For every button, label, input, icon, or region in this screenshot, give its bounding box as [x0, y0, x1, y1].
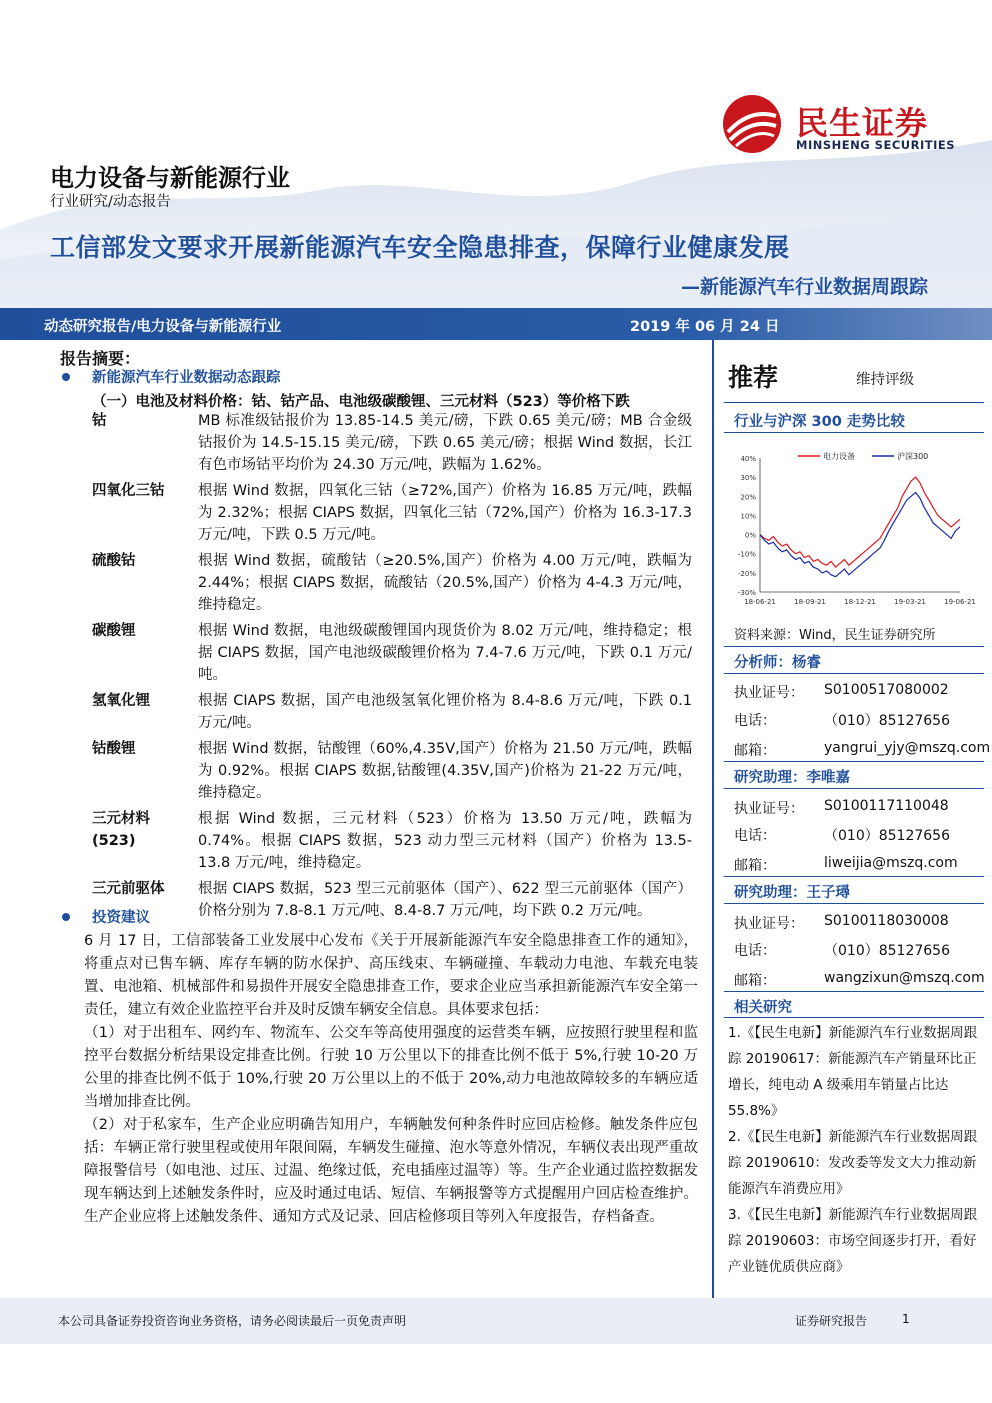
price-text: 根据 Wind 数据，电池级碳酸锂国内现货价为 8.02 万元/吨，维持稳定；根据 CIAPS 数据，国产电池级碳酸锂价格为 7.4-7.6 万元/吨，下跌 0.1 万元/吨。 [198, 623, 692, 683]
tel-label: 电话： [734, 943, 776, 959]
price-row [92, 878, 692, 922]
cert-value: S0100517080002 [824, 682, 949, 698]
chart-y-tick: 20% [740, 493, 756, 502]
tel-label: 电话： [734, 713, 776, 729]
report-type: 行业研究/动态报告 [50, 194, 171, 210]
divider [724, 761, 984, 762]
bullet-icon [62, 913, 70, 921]
rating: 推荐 [728, 363, 779, 392]
cert-value: S0100118030008 [824, 913, 949, 929]
chart-legend-label: 电力设备 [823, 452, 855, 461]
divider [724, 646, 984, 647]
trend-chart [724, 448, 986, 614]
footer-label: 证券研究报告 [795, 1314, 868, 1328]
related-list [728, 1020, 984, 1280]
industry-title: 电力设备与新能源行业 [50, 164, 290, 192]
chart-y-tick: -30% [737, 589, 756, 597]
related-heading: 相关研究 [734, 1000, 792, 1016]
mail-value: wangzixun@mszq.com [824, 970, 985, 986]
chart-y-tick: 30% [740, 474, 756, 483]
brand-name-en: MINSHENG SECURITIES [796, 138, 955, 152]
price-label: 氢氧化锂 [92, 693, 150, 709]
divider [724, 1017, 984, 1018]
tel-value: （010）85127656 [824, 828, 950, 844]
price-text: 根据 CIAPS 数据，523 型三元前驱体（国产）、622 型三元前驱体（国产）价格分别为 7.8-8.1 万元/吨、8.4-8.7 万元/吨，均下跌 0.2 万元/吨。 [198, 881, 692, 919]
brand-name-cn: 民生证券 [796, 104, 929, 142]
chart-y-tick: 10% [740, 512, 756, 521]
invest-paragraph: 6 月 17 日，工信部装备工业发展中心发布《关于开展新能源汽车安全隐患排查工作的通知》，将重点对已售车辆、库存车辆的防水保护、高压线束、车辆碰撞、车载动力电池、车载充电装置、电池箱、机械部件和易损件开展安全隐患排查工作，要求企业应当承担新能源汽车安全第一责任，建立有效企业监控平台并及时反馈车辆安全信息。具体要求包括： [84, 933, 698, 1018]
chart-x-tick: 18-09-21 [794, 598, 826, 606]
column-divider [712, 340, 714, 1298]
report-date: 2019 年 06 月 24 日 [630, 319, 780, 335]
divider [724, 673, 984, 674]
related-item: 3.《【民生电新】新能源汽车行业数据周跟踪 20190603：市场空间逐步打开，看好产业链优质供应商》 [728, 1207, 978, 1275]
tel-value: （010）85127656 [824, 713, 950, 729]
tel-label: 电话： [734, 828, 776, 844]
chart-series-line [760, 493, 960, 577]
mail-label: 邮箱： [734, 858, 776, 874]
price-row [92, 690, 692, 734]
price-label: 硫酸钴 [92, 553, 136, 569]
chart-source: 资料来源：Wind，民生证券研究所 [734, 628, 936, 643]
footer-disclaimer: 本公司具备证券投资咨询业务资格，请务必阅读最后一页免责声明 [58, 1314, 407, 1328]
price-row [92, 480, 692, 546]
price-text: MB 标准级钴报价为 13.85-14.5 美元/磅，下跌 0.65 美元/磅；MB 合金级钴报价为 14.5-15.15 美元/磅，下跌 0.65 美元/磅；根据 Wind 数据，长江有色市场钴平均价为 24.30 万元/吨，跌幅为 1.62%。 [198, 413, 692, 473]
analyst-heading: 分析师：杨睿 [734, 655, 821, 671]
chart-x-tick: 18-12-21 [844, 598, 876, 606]
price-label: 四氧化三钴 [92, 483, 165, 499]
invest-paragraph: （1）对于出租车、网约车、物流车、公交车等高使用强度的运营类车辆，应按照行驶里程和监控平台数据分析结果设定排查比例。行驶 10 万公里以下的排查比例不低于 5%,行驶 10-20 万公里的排查比例不低于 10%,行驶 20 万公里以上的不低于 20%,动力电池故障较多的车辆应适当增加排查比例。 [84, 1025, 698, 1110]
divider [724, 788, 984, 789]
page-number: 1 [902, 1312, 910, 1326]
bullet-icon [62, 373, 70, 381]
mail-value: yangrui_yjy@mszq.com [824, 740, 991, 756]
mail-label: 邮箱： [734, 743, 776, 759]
divider [724, 903, 984, 904]
cert-label: 执业证号： [734, 685, 804, 701]
price-label: 三元材料 (523) [92, 811, 150, 849]
summary-heading: 报告摘要： [60, 349, 141, 368]
price-subheading: （一）电池及材料价格：钴、钴产品、电池级碳酸锂、三元材料（523）等价格下跌 [92, 394, 630, 410]
mail-value: liweijia@mszq.com [824, 855, 958, 871]
related-item: 1.《【民生电新】新能源汽车行业数据周跟踪 20190617：新能源汽车产销量环比正增长，纯电动 A 级乘用车销量占比达 55.8%》 [728, 1025, 978, 1119]
report-title: 工信部发文要求开展新能源汽车安全隐患排查，保障行业健康发展 [50, 233, 790, 262]
chart-y-tick: -20% [737, 569, 756, 578]
cert-label: 执业证号： [734, 916, 804, 932]
divider [724, 432, 984, 433]
chart-y-tick: 40% [740, 455, 756, 463]
divider [724, 402, 984, 403]
report-subtitle: —新能源汽车行业数据周跟踪 [680, 276, 928, 298]
chart-x-tick: 19-06-21 [944, 598, 976, 606]
divider [724, 876, 984, 877]
price-list [92, 410, 692, 926]
chart-legend-label: 沪深300 [897, 452, 929, 461]
price-label: 三元前驱体 [92, 881, 165, 897]
price-label: 钴酸锂 [92, 741, 136, 757]
price-text: 根据 Wind 数据，四氧化三钴（≥72%,国产）价格为 16.85 万元/吨，跌幅为 2.32%；根据 CIAPS 数据，四氧化三钴（72%,国产）价格为 16.3-17.3 万元/吨，下跌 0.5 万元/吨。 [198, 483, 692, 543]
chart-y-tick: 0% [744, 531, 756, 540]
tel-value: （010）85127656 [824, 943, 950, 959]
price-row [92, 410, 692, 476]
price-row [92, 808, 692, 874]
cert-label: 执业证号： [734, 801, 804, 817]
related-item: 2.《【民生电新】新能源汽车行业数据周跟踪 20190610：发改委等发文大力推动新能源汽车消费应用》 [728, 1129, 978, 1197]
invest-body [84, 930, 698, 1229]
invest-paragraph: （2）对于私家车，生产企业应明确告知用户，车辆触发何种条件时应回店检修。触发条件应包括：车辆正常行驶里程或使用年限间隔，车辆发生碰撞、泡水等意外情况，车辆仪表出现严重故障报警信号（如电池、过压、过温、绝缘过低，充电插座过温等）等。生产企业通过监控数据发现车辆达到上述触发条件时，应及时通过电话、短信、车辆报警等方式提醒用户回店检查维护。生产企业应将上述触发条件、通知方式及记录、回店检修项目等列入年度报告，存档备查。 [84, 1117, 698, 1225]
price-row [92, 738, 692, 804]
divider [724, 991, 984, 992]
section-heading-tracking: 新能源汽车行业数据动态跟踪 [92, 370, 281, 386]
price-label: 碳酸锂 [92, 623, 136, 639]
price-text: 根据 CIAPS 数据，国产电池级氢氧化锂价格为 8.4-8.6 万元/吨，下跌 0.1 万元/吨。 [198, 693, 692, 731]
price-text: 根据 Wind 数据，三元材料（523）价格为 13.50 万元/吨，跌幅为 0.74%。根据 CIAPS 数据，523 动力型三元材料（国产）价格为 13.5-13.8 万元/吨，维持稳定。 [198, 811, 692, 871]
rating-note: 维持评级 [856, 372, 914, 388]
mail-label: 邮箱： [734, 973, 776, 989]
price-text: 根据 Wind 数据，硫酸钴（≥20.5%,国产）价格为 4.00 万元/吨，跌幅为 2.44%；根据 CIAPS 数据，硫酸钴（20.5%,国产）价格为 4-4.3 万元/吨，维持稳定。 [198, 553, 692, 613]
price-row [92, 550, 692, 616]
bar-category: 动态研究报告/电力设备与新能源行业 [44, 319, 282, 335]
section-heading-invest: 投资建议 [92, 910, 150, 926]
assistant-heading: 研究助理：李唯嘉 [734, 770, 850, 786]
assistant-heading: 研究助理：王子璕 [734, 885, 850, 901]
chart-x-tick: 19-03-21 [894, 598, 926, 606]
price-row [92, 620, 692, 686]
chart-y-tick: -10% [737, 550, 756, 559]
cert-value: S0100117110048 [824, 798, 949, 814]
chart-heading: 行业与沪深 300 走势比较 [734, 414, 905, 430]
price-text: 根据 Wind 数据，钴酸锂（60%,4.35V,国产）价格为 21.50 万元/吨，跌幅为 0.92%。根据 CIAPS 数据,钴酸锂(4.35V,国产)价格为 21-22 万元/吨，维持稳定。 [198, 741, 692, 801]
price-label: 钴 [92, 413, 107, 429]
chart-x-tick: 18-06-21 [744, 598, 776, 606]
